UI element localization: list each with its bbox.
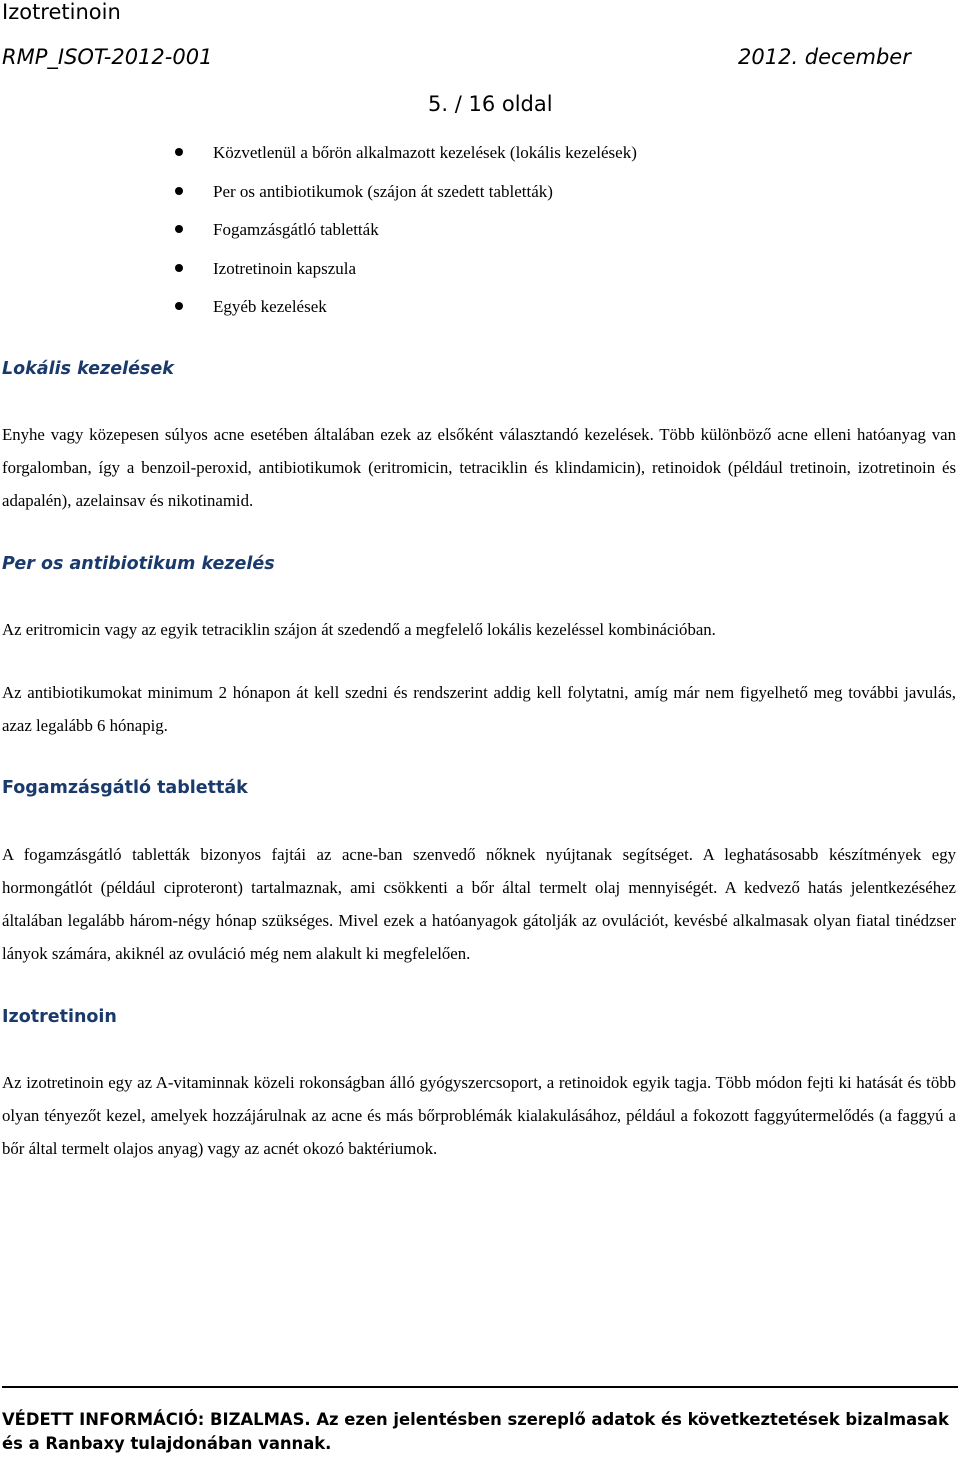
paragraph-local: Enyhe vagy közepesen súlyos acne esetében általában ezek az elsőként választandó kezelések. Több különböző acne elleni hatóanyag van forgalomban, így a benzoil-peroxid, antibiotikumok (eritromicin, tetraciklin és klindamicin), retinoidok (például tretinoin, izotretinoin és adapalén), azelainsav és nikotinamid. <box>2 425 956 510</box>
list-item <box>0 294 960 333</box>
page-number: 5. / 16 oldal <box>428 92 553 116</box>
list-item <box>0 217 960 256</box>
bullet-icon <box>175 187 183 195</box>
paragraph-isotretinoin: Az izotretinoin egy az A-vitaminnak közeli rokonságban álló gyógyszercsoport, a retinoidok egyik tagja. Több módon fejti ki hatását és több olyan tényezőt kezel, amelyek hozzájárulnak az acne és más bőrproblémák kialakulásához, például a fokozott faggyútermelődés (a faggyú a bőr által termelt olajos anyag) vagy az acnét okozó baktériumok. <box>2 1073 956 1158</box>
list-item-label: Per os antibiotikumok (szájon át szedett tabletták) <box>213 181 553 201</box>
list-item <box>0 140 960 179</box>
paragraph-peros-1: Az eritromicin vagy az egyik tetraciklin szájon át szedendő a megfelelő lokális kezeléssel kombinációban. <box>2 620 716 639</box>
list-item-label: Fogamzásgátló tabletták <box>213 220 379 239</box>
footer-divider <box>2 1386 958 1388</box>
paragraph-peros-2: Az antibiotikumokat minimum 2 hónapon át kell szedni és rendszerint addig kell folytatni, amíg már nem figyelhető meg további javulás, azaz legalább 6 hónapig. <box>2 683 956 735</box>
bullet-icon <box>175 302 183 310</box>
document-title: Izotretinoin <box>2 0 121 24</box>
section-heading-isotretinoin: Izotretinoin <box>2 1007 117 1027</box>
list-item-label: Közvetlenül a bőrön alkalmazott kezelések (lokális kezelések) <box>213 143 637 162</box>
treatment-list <box>0 140 960 333</box>
document-reference: RMP_ISOT-2012-001 <box>2 45 213 69</box>
confidentiality-notice: VÉDETT INFORMÁCIÓ: BIZALMAS. Az ezen jelentésben szereplő adatok és következtetések bizalmasak és a Ranbaxy tulajdonában vannak. <box>2 1410 949 1453</box>
bullet-icon <box>175 264 183 272</box>
section-heading-local: Lokális kezelések <box>2 359 174 379</box>
paragraph-contraceptive: A fogamzásgátló tabletták bizonyos fajtái az acne-ban szenvedő nőknek nyújtanak segítséget. A leghatásosabb készítmények egy hormongátlót (például ciproteront) tartalmaznak, ami csökkenti a bőr által termelt olaj mennyiségét. A kedvező hatás jelentkezéséhez általában legalább három-négy hónap szükséges. Mivel ezek a hatóanyagok gátolják az ovulációt, kevésbé alkalmasak olyan fiatal tinédzser lányok számára, akiknél az ovuláció még nem alakult ki megfelelően. <box>2 845 956 963</box>
list-item-label: Izotretinoin kapszula <box>213 258 357 278</box>
list-item <box>0 256 960 295</box>
bullet-icon <box>175 225 183 233</box>
document-date: 2012. december <box>738 45 911 69</box>
list-item-label: Egyéb kezelések <box>213 297 327 316</box>
section-heading-peros: Per os antibiotikum kezelés <box>2 554 275 574</box>
bullet-icon <box>175 148 183 156</box>
list-item <box>0 179 960 218</box>
section-heading-contraceptive: Fogamzásgátló tabletták <box>2 778 248 798</box>
